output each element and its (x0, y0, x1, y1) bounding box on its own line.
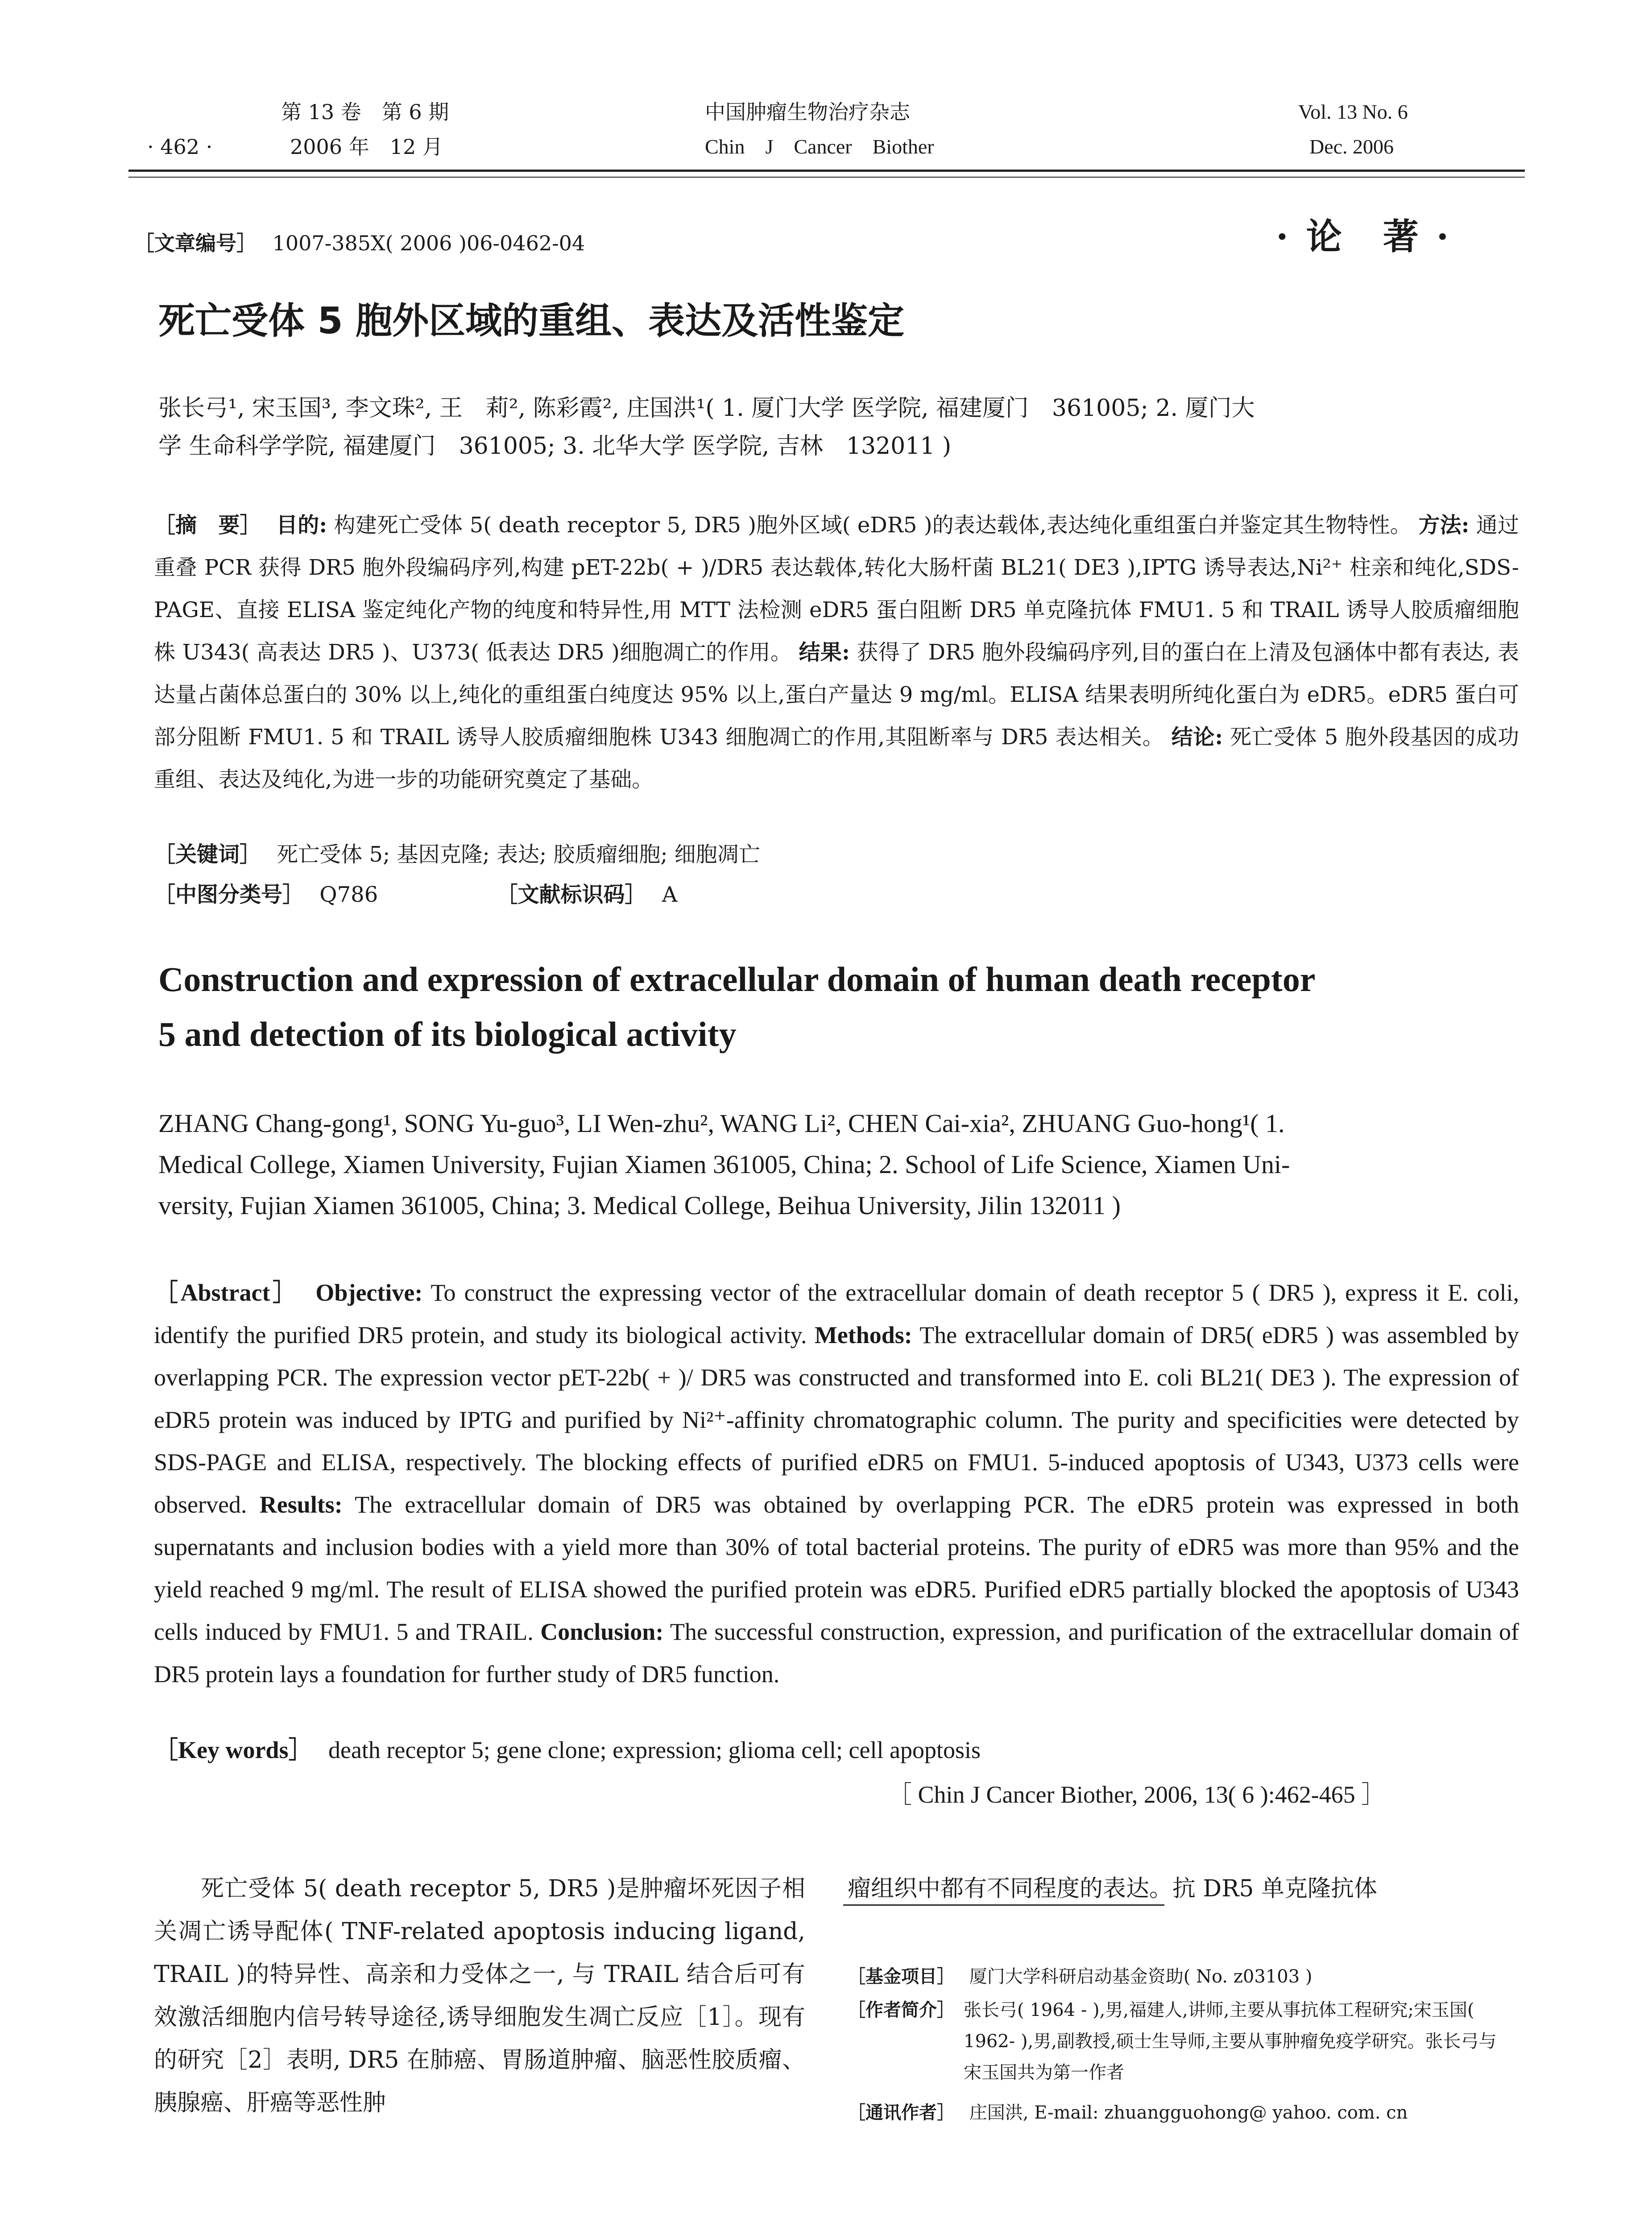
section-tag: · 论 著 · (1276, 216, 1452, 257)
body-left-column: 死亡受体 5( death receptor 5, DR5 )是肿瘤坏死因子相关凋亡诱导配体( TNF-related apoptosis inducing ligand, TRAIL )的特异性、高亲和力受体之一, 与 TRAIL 结合后可有效激活细胞内信号转导途径,诱导细胞发生凋亡反应［1］。现有的研究［2］表明, DR5 在肺癌、胃肠道肿瘤、脑恶性胶质瘤、胰腺癌、肝癌等恶性肿 (154, 1875, 805, 2116)
abstract-zh-conclusion-text: 死亡受体 5 胞外段基因的成功重组、表达及纯化,为进一步的功能研究奠定了基础。 (154, 725, 1519, 792)
journal-name-zh: 中国肿瘤生物治疗杂志 (705, 100, 910, 124)
body-right-column: 瘤组织中都有不同程度的表达。抗 DR5 单克隆抗体 (848, 1875, 1377, 1902)
doc-code-value: A (662, 882, 678, 907)
authors-zh-line2: 学 生命科学学院, 福建厦门 361005; 3. 北华大学 医学院, 吉林 132011 ) (158, 433, 952, 460)
title-en-line1: Construction and expression of extracellular domain of human death receptor (158, 960, 1316, 999)
abstract-en-results-label: Results: (259, 1491, 343, 1518)
abstract-en-conclusion-text: The successful construction, expression, and purification of the extracellular domain of DR5 protein lays a foundation for further study of DR5 function. (154, 1618, 1519, 1688)
keywords-en-label: ［Key words］ (154, 1737, 313, 1763)
footnote-rule (843, 1904, 1164, 1906)
abstract-en (154, 1272, 1519, 1696)
header-volume-zh: 第 13 卷 第 6 期 (281, 100, 449, 124)
authors-en-line1: ZHANG Chang-gong¹, SONG Yu-guo³, LI Wen-zhu², WANG Li², CHEN Cai-xia², ZHUANG Guo-hong¹( 1. (158, 1109, 1285, 1138)
keywords-en (154, 1731, 981, 1769)
classification-label: ［中图分类号］ (154, 882, 304, 907)
abstract-en-conclusion-label: Conclusion: (540, 1618, 664, 1645)
header-date-en: Dec. 2006 (1309, 135, 1394, 158)
keywords-en-text: death receptor 5; gene clone; expression; glioma cell; cell apoptosis (328, 1737, 981, 1763)
keywords-zh-label: ［关键词］ (154, 842, 261, 867)
abstract-zh-label: ［摘 要］ (154, 513, 261, 538)
footnote-fund-text: 厦门大学科研启动基金资助( No. z03103 ) (969, 1966, 1312, 1987)
abstract-zh-objective-text: 构建死亡受体 5( death receptor 5, DR5 )胞外区域( eDR5 )的表达载体,表达纯化重组蛋白并鉴定其生物特性。 (334, 513, 1412, 538)
abstract-zh-results-text: 获得了 DR5 胞外段编码序列,目的蛋白在上清及包涵体中都有表达, 表达量占菌体总蛋白的 30% 以上,纯化的重组蛋白纯度达 95% 以上,蛋白产量达 9 mg/ml。ELISA 结果表明所纯化蛋白为 eDR5。eDR5 蛋白可部分阻断 FMU1. 5 和 TRAIL 诱导人胶质瘤细胞株 U343 细胞凋亡的作用,其阻断率与 DR5 表达相关。 (154, 640, 1519, 750)
footnote-fund (848, 1961, 1517, 1992)
abstract-en-methods-label: Methods: (814, 1322, 912, 1348)
article-number (134, 225, 585, 261)
abstract-en-objective-text: To construct the expressing vector of the extracellular domain of death receptor 5 ( DR5 ), express it E. coli, identify the purified DR5 protein, and study its biological activity. (154, 1279, 1520, 1348)
doc-code-label: ［文献标识码］ (496, 882, 646, 907)
classification (154, 877, 677, 912)
classification-value: Q786 (319, 882, 378, 907)
article-number-label: ［文章编号］ (134, 231, 257, 255)
keywords-zh (154, 837, 760, 872)
abstract-zh-objective-label: 目的: (276, 513, 327, 538)
abstract-zh-methods-text: 通过重叠 PCR 获得 DR5 胞外段编码序列,构建 pET-22b( + )/DR5 表达载体,转化大肠杆菌 BL21( DE3 ),IPTG 诱导表达,Ni²⁺ 柱亲和纯化,SDS-PAGE、直接 ELISA 鉴定纯化产物的纯度和特异性,用 MTT 法检测 eDR5 蛋白阻断 DR5 单克隆抗体 FMU1. 5 和 TRAIL 诱导人胶质瘤细胞株 U343( 高表达 DR5 )、U373( 低表达 DR5 )细胞凋亡的作用。 (154, 513, 1519, 665)
title-zh: 死亡受体 5 胞外区域的重组、表达及活性鉴定 (158, 300, 905, 342)
abstract-zh (154, 504, 1519, 801)
footnote-corresponding-label: ［通讯作者］ (848, 2102, 955, 2123)
footnote-corresponding (848, 2097, 1517, 2128)
footnote-author (848, 1995, 1503, 2088)
abstract-en-label: ［Abstract］ (154, 1279, 299, 1306)
article-number-value: 1007-385X( 2006 )06-0462-04 (272, 231, 585, 255)
footnote-fund-label: ［基金项目］ (848, 1966, 955, 1987)
keywords-zh-text: 死亡受体 5; 基因克隆; 表达; 胶质瘤细胞; 细胞凋亡 (277, 842, 760, 867)
footnote-author-label: ［作者简介］ (848, 1999, 955, 2020)
authors-zh-line1: 张长弓¹, 宋玉国³, 李文珠², 王 莉², 陈彩霞², 庄国洪¹( 1. 厦门大学 医学院, 福建厦门 361005; 2. 厦门大 (158, 395, 1255, 422)
header-date-zh: 2006 年 12 月 (290, 135, 443, 159)
page-number: · 462 · (147, 135, 213, 159)
header-rule-thin (128, 177, 1525, 178)
citation: ［ Chin J Cancer Biother, 2006, 13( 6 ):462-465 ］ (888, 1781, 1386, 1808)
abstract-zh-conclusion-label: 结论: (1171, 725, 1223, 750)
abstract-en-objective-label: Objective: (315, 1279, 423, 1306)
abstract-en-results-text: The extracellular domain of DR5 was obtained by overlapping PCR. The eDR5 protein was expressed in both supernatants and inclusion bodies with a yield more than 30% of total bacterial proteins. The purity of eDR5 was more than 95% and the yield reached 9 mg/ml. The result of ELISA showed the purified protein was eDR5. Purified eDR5 partially blocked the apoptosis of U343 cells induced by FMU1. 5 and TRAIL. (154, 1491, 1520, 1645)
footnote-author-text: 张长弓( 1964 - ),男,福建人,讲师,主要从事抗体工程研究;宋玉国( 1962- ),男,副教授,硕士生导师,主要从事肿瘤免疫学研究。张长弓与宋玉国共为第一作者 (964, 2000, 1497, 2083)
header-rule-thick (128, 170, 1525, 172)
title-en-line2: 5 and detection of its biological activity (158, 1015, 737, 1053)
abstract-zh-results-label: 结果: (799, 640, 850, 665)
authors-en-line3: versity, Fujian Xiamen 361005, China; 3. Medical College, Beihua University, Jilin 132011 ) (158, 1191, 1121, 1220)
abstract-zh-methods-label: 方法: (1418, 513, 1470, 538)
journal-name-en: Chin J Cancer Biother (705, 135, 934, 158)
header-volume-en: Vol. 13 No. 6 (1298, 100, 1408, 123)
abstract-en-methods-text: The extracellular domain of DR5( eDR5 ) was assembled by overlapping PCR. The expression vector pET-22b( + )/ DR5 was constructed and transformed into E. coli BL21( DE3 ). The expression of eDR5 protein was induced by IPTG and purified by Ni²⁺-affinity chromatographic column. The purity and specificities were detected by SDS-PAGE and ELISA, respectively. The blocking effects of purified eDR5 on FMU1. 5-induced apoptosis of U343, U373 cells were observed. (154, 1322, 1520, 1518)
authors-en-line2: Medical College, Xiamen University, Fujian Xiamen 361005, China; 2. School of Life Science, Xiamen Uni- (158, 1150, 1290, 1179)
footnote-corresponding-text: 庄国洪, E-mail: zhuangguohong@ yahoo. com. cn (969, 2102, 1408, 2123)
